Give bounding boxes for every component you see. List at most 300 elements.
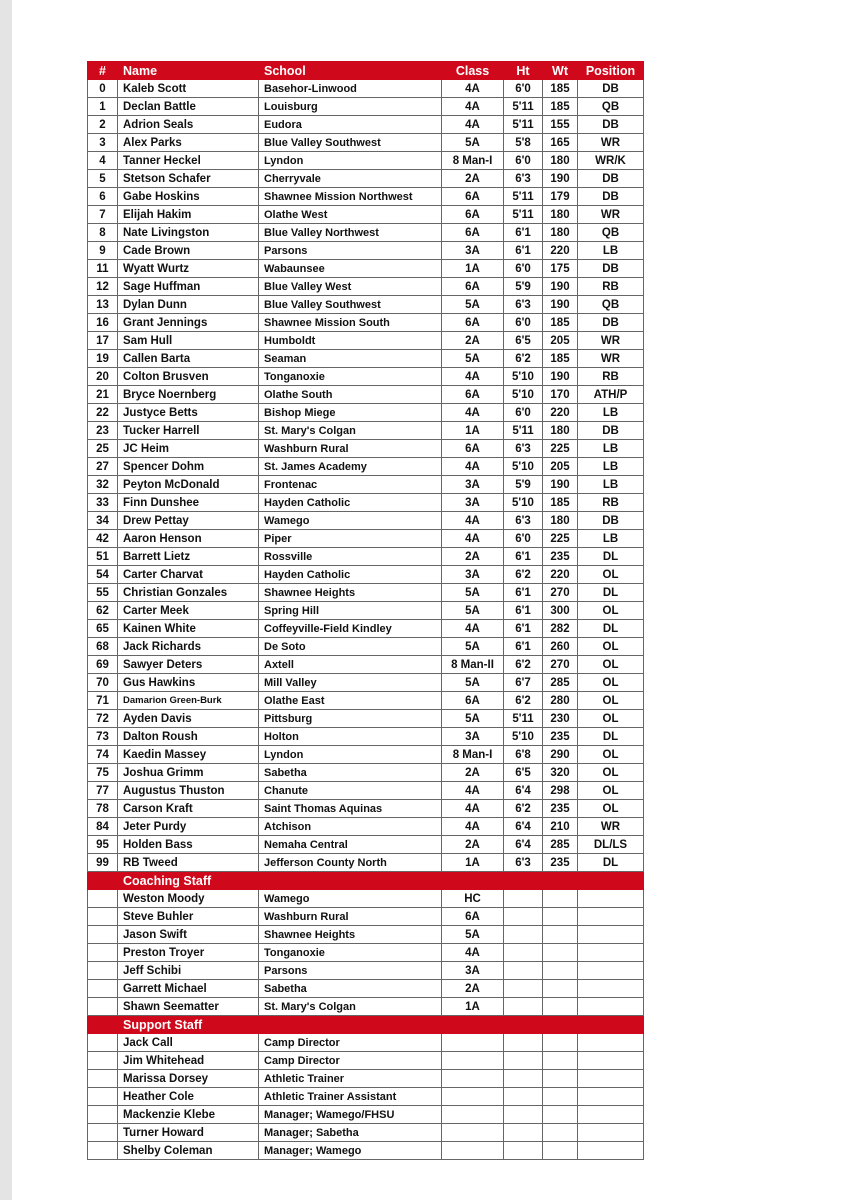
player-class: 1A [442, 422, 504, 440]
player-number: 25 [88, 440, 118, 458]
player-row [88, 746, 644, 764]
player-weight: 190 [543, 476, 578, 494]
player-school: Cherryvale [259, 170, 442, 188]
player-position: LB [578, 440, 644, 458]
coach-row [88, 926, 644, 944]
player-row [88, 584, 644, 602]
support-ht-cell [504, 1070, 543, 1088]
support-pos-cell [578, 1142, 644, 1160]
support-row [88, 1088, 644, 1106]
player-height: 6'1 [504, 584, 543, 602]
player-height: 6'4 [504, 818, 543, 836]
support-class-cell [442, 1088, 504, 1106]
coach-wt-cell [543, 908, 578, 926]
coach-name: Steve Buhler [118, 908, 259, 926]
player-height: 6'3 [504, 512, 543, 530]
support-name: Turner Howard [118, 1124, 259, 1142]
player-weight: 185 [543, 494, 578, 512]
player-class: 6A [442, 188, 504, 206]
coach-number-cell [88, 944, 118, 962]
coach-class: 5A [442, 926, 504, 944]
support-pos-cell [578, 1124, 644, 1142]
player-row [88, 818, 644, 836]
player-position: DL [578, 854, 644, 872]
player-school: Wamego [259, 512, 442, 530]
player-school: Jefferson County North [259, 854, 442, 872]
player-height: 6'3 [504, 296, 543, 314]
support-number-cell [88, 1070, 118, 1088]
support-section [88, 1016, 644, 1034]
player-position: OL [578, 602, 644, 620]
player-row [88, 404, 644, 422]
player-weight: 155 [543, 116, 578, 134]
player-weight: 190 [543, 296, 578, 314]
player-school: Axtell [259, 656, 442, 674]
player-height: 6'2 [504, 350, 543, 368]
player-name: Kaleb Scott [118, 80, 259, 98]
player-number: 34 [88, 512, 118, 530]
support-staff-title: Support Staff [118, 1016, 259, 1034]
player-row [88, 440, 644, 458]
player-class: 4A [442, 368, 504, 386]
player-row [88, 620, 644, 638]
player-name: Drew Pettay [118, 512, 259, 530]
player-school: Hayden Catholic [259, 494, 442, 512]
player-height: 5'10 [504, 386, 543, 404]
player-position: OL [578, 566, 644, 584]
player-height: 5'11 [504, 422, 543, 440]
player-school: Olathe East [259, 692, 442, 710]
player-weight: 190 [543, 278, 578, 296]
support-wt-cell [543, 1106, 578, 1124]
player-name: Sawyer Deters [118, 656, 259, 674]
player-height: 6'1 [504, 638, 543, 656]
player-height: 6'0 [504, 152, 543, 170]
player-position: DL [578, 620, 644, 638]
player-school: St. Mary's Colgan [259, 422, 442, 440]
player-school: Seaman [259, 350, 442, 368]
support-wt-cell [543, 1142, 578, 1160]
player-weight: 180 [543, 512, 578, 530]
player-height: 6'1 [504, 620, 543, 638]
coach-wt-cell [543, 944, 578, 962]
player-school: Frontenac [259, 476, 442, 494]
player-weight: 185 [543, 80, 578, 98]
player-position: OL [578, 692, 644, 710]
player-school: Pittsburg [259, 710, 442, 728]
coach-name: Jeff Schibi [118, 962, 259, 980]
coach-school: Parsons [259, 962, 442, 980]
player-school: De Soto [259, 638, 442, 656]
player-school: St. James Academy [259, 458, 442, 476]
player-position: QB [578, 296, 644, 314]
player-school: Shawnee Mission Northwest [259, 188, 442, 206]
coach-number-cell [88, 890, 118, 908]
coach-pos-cell [578, 926, 644, 944]
player-school: Hayden Catholic [259, 566, 442, 584]
player-school: Olathe West [259, 206, 442, 224]
player-weight: 220 [543, 242, 578, 260]
coach-wt-cell [543, 962, 578, 980]
player-position: WR [578, 332, 644, 350]
player-row [88, 782, 644, 800]
player-weight: 235 [543, 854, 578, 872]
player-class: 4A [442, 800, 504, 818]
player-weight: 298 [543, 782, 578, 800]
coach-row [88, 890, 644, 908]
player-number: 51 [88, 548, 118, 566]
player-weight: 185 [543, 98, 578, 116]
player-number: 72 [88, 710, 118, 728]
player-row [88, 116, 644, 134]
support-role: Athletic Trainer [259, 1070, 442, 1088]
player-position: RB [578, 494, 644, 512]
support-number-cell [88, 1142, 118, 1160]
player-number: 20 [88, 368, 118, 386]
coach-school: Wamego [259, 890, 442, 908]
player-position: DB [578, 188, 644, 206]
player-position: OL [578, 710, 644, 728]
support-name: Marissa Dorsey [118, 1070, 259, 1088]
player-height: 6'2 [504, 656, 543, 674]
player-position: DB [578, 314, 644, 332]
player-class: 4A [442, 620, 504, 638]
player-number: 12 [88, 278, 118, 296]
player-name: Dylan Dunn [118, 296, 259, 314]
support-name: Heather Cole [118, 1088, 259, 1106]
player-school: Bishop Miege [259, 404, 442, 422]
player-height: 5'8 [504, 134, 543, 152]
player-number: 17 [88, 332, 118, 350]
player-school: Blue Valley Northwest [259, 224, 442, 242]
coach-name: Garrett Michael [118, 980, 259, 998]
player-number: 74 [88, 746, 118, 764]
player-weight: 205 [543, 332, 578, 350]
player-name: Christian Gonzales [118, 584, 259, 602]
coach-ht-cell [504, 890, 543, 908]
player-class: 5A [442, 710, 504, 728]
player-name: Joshua Grimm [118, 764, 259, 782]
player-row [88, 674, 644, 692]
player-weight: 179 [543, 188, 578, 206]
player-class: 6A [442, 278, 504, 296]
player-number: 19 [88, 350, 118, 368]
coach-ht-cell [504, 962, 543, 980]
player-name: Colton Brusven [118, 368, 259, 386]
player-weight: 180 [543, 422, 578, 440]
player-class: 5A [442, 638, 504, 656]
player-class: 8 Man-II [442, 656, 504, 674]
player-number: 23 [88, 422, 118, 440]
support-row [88, 1070, 644, 1088]
player-school: Shawnee Mission South [259, 314, 442, 332]
player-position: DL/LS [578, 836, 644, 854]
player-weight: 170 [543, 386, 578, 404]
player-name: Callen Barta [118, 350, 259, 368]
player-row [88, 602, 644, 620]
player-class: 8 Man-I [442, 152, 504, 170]
coach-pos-cell [578, 962, 644, 980]
player-weight: 320 [543, 764, 578, 782]
player-row [88, 278, 644, 296]
player-row [88, 476, 644, 494]
player-height: 5'11 [504, 98, 543, 116]
support-class-cell [442, 1052, 504, 1070]
player-number: 73 [88, 728, 118, 746]
player-height: 5'11 [504, 188, 543, 206]
player-number: 13 [88, 296, 118, 314]
player-name: Barrett Lietz [118, 548, 259, 566]
player-number: 21 [88, 386, 118, 404]
player-number: 1 [88, 98, 118, 116]
player-height: 6'1 [504, 242, 543, 260]
support-role: Camp Director [259, 1034, 442, 1052]
coach-school: Washburn Rural [259, 908, 442, 926]
coach-wt-cell [543, 998, 578, 1016]
player-class: 6A [442, 224, 504, 242]
coach-ht-cell [504, 980, 543, 998]
coaching-body [88, 890, 644, 1016]
player-row [88, 494, 644, 512]
player-position: OL [578, 800, 644, 818]
support-wt-cell [543, 1070, 578, 1088]
player-number: 9 [88, 242, 118, 260]
player-weight: 300 [543, 602, 578, 620]
player-weight: 185 [543, 350, 578, 368]
player-row [88, 512, 644, 530]
player-class: 6A [442, 692, 504, 710]
player-height: 6'2 [504, 692, 543, 710]
support-wt-cell [543, 1052, 578, 1070]
support-class-cell [442, 1124, 504, 1142]
player-class: 4A [442, 80, 504, 98]
player-position: WR [578, 818, 644, 836]
player-number: 65 [88, 620, 118, 638]
player-height: 6'2 [504, 800, 543, 818]
header-row [88, 62, 644, 80]
player-position: OL [578, 674, 644, 692]
player-class: 3A [442, 728, 504, 746]
player-school: Olathe South [259, 386, 442, 404]
player-name: Adrion Seals [118, 116, 259, 134]
player-name: Dalton Roush [118, 728, 259, 746]
player-number: 71 [88, 692, 118, 710]
coach-number-cell [88, 962, 118, 980]
player-number: 84 [88, 818, 118, 836]
player-weight: 225 [543, 530, 578, 548]
player-row [88, 692, 644, 710]
player-row [88, 710, 644, 728]
player-name: Holden Bass [118, 836, 259, 854]
support-role: Manager; Sabetha [259, 1124, 442, 1142]
player-name: Carson Kraft [118, 800, 259, 818]
player-weight: 165 [543, 134, 578, 152]
player-position: LB [578, 242, 644, 260]
player-number: 22 [88, 404, 118, 422]
player-name: Sage Huffman [118, 278, 259, 296]
player-height: 5'11 [504, 116, 543, 134]
header-ht: Ht [504, 62, 543, 80]
player-row [88, 242, 644, 260]
player-position: WR [578, 350, 644, 368]
player-class: 4A [442, 458, 504, 476]
player-number: 5 [88, 170, 118, 188]
header-school: School [259, 62, 442, 80]
player-name: Declan Battle [118, 98, 259, 116]
player-height: 6'0 [504, 80, 543, 98]
player-height: 6'0 [504, 530, 543, 548]
player-number: 7 [88, 206, 118, 224]
coach-name: Jason Swift [118, 926, 259, 944]
player-school: Humboldt [259, 332, 442, 350]
player-school: Holton [259, 728, 442, 746]
coaching-staff-title: Coaching Staff [118, 872, 259, 890]
player-weight: 220 [543, 566, 578, 584]
player-school: Shawnee Heights [259, 584, 442, 602]
roster-table [87, 61, 644, 1160]
player-weight: 180 [543, 224, 578, 242]
player-school: Wabaunsee [259, 260, 442, 278]
player-weight: 180 [543, 152, 578, 170]
coaching-section [88, 872, 644, 890]
player-class: 2A [442, 170, 504, 188]
player-class: 6A [442, 314, 504, 332]
player-height: 6'3 [504, 170, 543, 188]
player-height: 5'10 [504, 494, 543, 512]
player-number: 68 [88, 638, 118, 656]
player-school: Louisburg [259, 98, 442, 116]
player-name: Peyton McDonald [118, 476, 259, 494]
support-number-cell [88, 1106, 118, 1124]
player-name: Nate Livingston [118, 224, 259, 242]
player-name: Wyatt Wurtz [118, 260, 259, 278]
player-name: Tucker Harrell [118, 422, 259, 440]
coach-row [88, 998, 644, 1016]
player-height: 6'2 [504, 566, 543, 584]
player-number: 2 [88, 116, 118, 134]
player-school: Washburn Rural [259, 440, 442, 458]
player-height: 6'1 [504, 602, 543, 620]
player-school: Sabetha [259, 764, 442, 782]
player-name: Gabe Hoskins [118, 188, 259, 206]
support-row [88, 1052, 644, 1070]
support-pos-cell [578, 1088, 644, 1106]
coach-name: Weston Moody [118, 890, 259, 908]
support-number-cell [88, 1088, 118, 1106]
player-row [88, 656, 644, 674]
player-position: OL [578, 782, 644, 800]
coach-class: HC [442, 890, 504, 908]
support-pos-cell [578, 1070, 644, 1088]
player-height: 5'10 [504, 458, 543, 476]
support-row [88, 1124, 644, 1142]
player-number: 4 [88, 152, 118, 170]
player-weight: 260 [543, 638, 578, 656]
player-class: 4A [442, 512, 504, 530]
coach-number-cell [88, 926, 118, 944]
player-height: 6'8 [504, 746, 543, 764]
support-role: Manager; Wamego/FHSU [259, 1106, 442, 1124]
player-class: 6A [442, 206, 504, 224]
player-height: 6'4 [504, 836, 543, 854]
support-staff-header [88, 1016, 644, 1034]
player-position: DB [578, 116, 644, 134]
coach-name: Shawn Seematter [118, 998, 259, 1016]
support-ht-cell [504, 1124, 543, 1142]
player-name: RB Tweed [118, 854, 259, 872]
player-name: Tanner Heckel [118, 152, 259, 170]
player-name: Aaron Henson [118, 530, 259, 548]
player-height: 5'10 [504, 368, 543, 386]
player-row [88, 422, 644, 440]
player-weight: 230 [543, 710, 578, 728]
coach-class: 2A [442, 980, 504, 998]
player-number: 16 [88, 314, 118, 332]
player-school: Chanute [259, 782, 442, 800]
coach-school: Tonganoxie [259, 944, 442, 962]
player-position: ATH/P [578, 386, 644, 404]
support-wt-cell [543, 1124, 578, 1142]
player-row [88, 800, 644, 818]
player-row [88, 638, 644, 656]
player-school: Rossville [259, 548, 442, 566]
player-name: Kaedin Massey [118, 746, 259, 764]
player-weight: 235 [543, 800, 578, 818]
player-row [88, 458, 644, 476]
coach-school: Sabetha [259, 980, 442, 998]
player-number: 27 [88, 458, 118, 476]
coach-school: St. Mary's Colgan [259, 998, 442, 1016]
player-weight: 180 [543, 206, 578, 224]
player-name: Alex Parks [118, 134, 259, 152]
player-height: 5'11 [504, 206, 543, 224]
coach-number-cell [88, 980, 118, 998]
player-number: 33 [88, 494, 118, 512]
player-class: 1A [442, 854, 504, 872]
player-weight: 220 [543, 404, 578, 422]
player-number: 0 [88, 80, 118, 98]
player-height: 6'5 [504, 764, 543, 782]
player-school: Mill Valley [259, 674, 442, 692]
player-height: 6'3 [504, 854, 543, 872]
support-number-cell [88, 1034, 118, 1052]
player-school: Blue Valley Southwest [259, 296, 442, 314]
player-row [88, 80, 644, 98]
player-weight: 282 [543, 620, 578, 638]
player-row [88, 728, 644, 746]
player-weight: 185 [543, 314, 578, 332]
player-class: 3A [442, 242, 504, 260]
player-class: 6A [442, 386, 504, 404]
player-weight: 290 [543, 746, 578, 764]
player-row [88, 206, 644, 224]
support-role: Athletic Trainer Assistant [259, 1088, 442, 1106]
player-row [88, 836, 644, 854]
coach-row [88, 962, 644, 980]
player-row [88, 224, 644, 242]
player-height: 6'5 [504, 332, 543, 350]
player-weight: 175 [543, 260, 578, 278]
player-name: Ayden Davis [118, 710, 259, 728]
support-ht-cell [504, 1106, 543, 1124]
coach-pos-cell [578, 890, 644, 908]
player-weight: 190 [543, 368, 578, 386]
player-school: Saint Thomas Aquinas [259, 800, 442, 818]
player-position: LB [578, 476, 644, 494]
player-height: 5'11 [504, 710, 543, 728]
coach-number-cell [88, 998, 118, 1016]
player-school: Lyndon [259, 746, 442, 764]
